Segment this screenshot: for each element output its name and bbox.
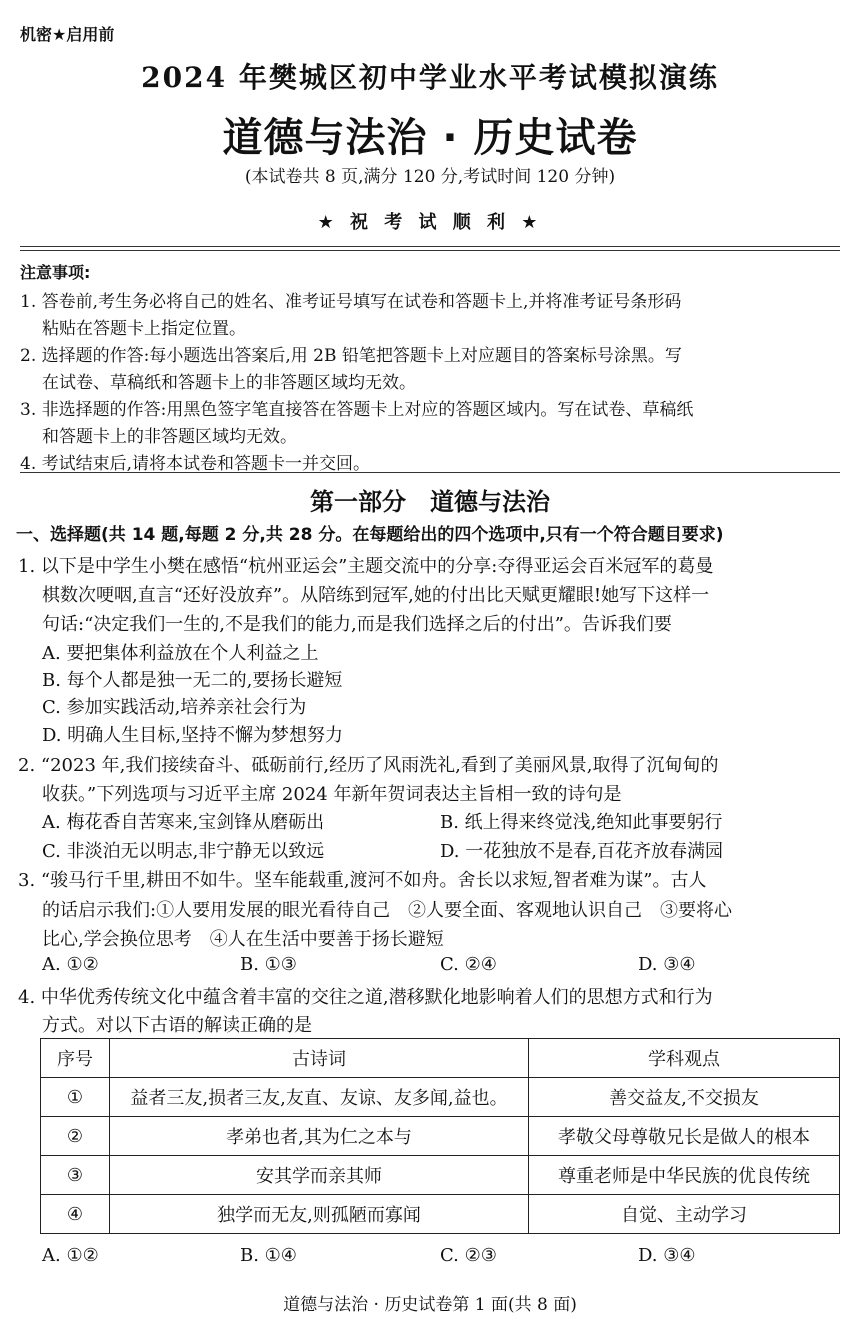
exam-title: 2024 年樊城区初中学业水平考试模拟演练 bbox=[141, 61, 719, 94]
question-1-text: 棋数次哽咽,直言“还好没放弃”。从陪练到冠军,她的付出比天赋更耀眼!她写下这样一 bbox=[42, 585, 710, 606]
table-cell: ① bbox=[41, 1078, 110, 1117]
table-row bbox=[41, 1195, 840, 1234]
table-row bbox=[41, 1117, 840, 1156]
option-b: B. ①④ bbox=[240, 1245, 297, 1266]
note-line: 和答题卡上的非答题区域均无效。 bbox=[42, 427, 297, 447]
option-c: C. 参加实践活动,培养亲社会行为 bbox=[42, 697, 307, 718]
option-b: B. 每个人都是独一无二的,要扬长避短 bbox=[42, 670, 343, 691]
question-4-text: 方式。对以下古语的解读正确的是 bbox=[42, 1015, 312, 1036]
option-b: B. ①③ bbox=[240, 954, 297, 975]
table-cell: 独学而无友,则孤陋而寡闻 bbox=[110, 1195, 529, 1234]
table-cell: ② bbox=[41, 1117, 110, 1156]
question-3-text: 3. “骏马行千里,耕田不如牛。坚车能载重,渡河不如舟。舍长以求短,智者难为谋”。古人 bbox=[18, 870, 707, 891]
question-3-text: 比心,学会换位思考 ④人在生活中要善于扬长避短 bbox=[42, 929, 444, 950]
note-line: 粘贴在答题卡上指定位置。 bbox=[42, 319, 246, 339]
paper-title: 道德与法治 · 历史试卷 bbox=[222, 115, 638, 161]
table-header-row bbox=[41, 1039, 840, 1078]
note-line: 3. 非选择题的作答:用黑色签字笔直接答在答题卡上对应的答题区域内。写在试卷、草稿纸 bbox=[20, 400, 694, 420]
confidential-label: 机密★启用前 bbox=[20, 25, 115, 44]
option-a: A. ①② bbox=[42, 1245, 99, 1266]
question-1-text: 1. 以下是中学生小樊在感悟“杭州亚运会”主题交流中的分享:夺得亚运会百米冠军的葛曼 bbox=[18, 556, 714, 577]
section-heading: 一、选择题(共 14 题,每题 2 分,共 28 分。在每题给出的四个选项中,只有一个符合题目要求) bbox=[16, 525, 724, 545]
divider bbox=[20, 246, 840, 247]
note-line: 4. 考试结束后,请将本试卷和答题卡一并交回。 bbox=[20, 454, 371, 474]
option-a: A. 要把集体利益放在个人利益之上 bbox=[42, 643, 319, 664]
part-title: 第一部分 道德与法治 bbox=[310, 488, 550, 516]
question-2-text: 2. “2023 年,我们接续奋斗、砥砺前行,经历了风雨洗礼,看到了美丽风景,取得了沉甸甸的 bbox=[18, 755, 719, 776]
page-footer: 道德与法治 · 历史试卷第 1 面(共 8 面) bbox=[283, 1295, 577, 1315]
divider bbox=[20, 472, 840, 473]
table-cell: 益者三友,损者三友,友直、友谅、友多闻,益也。 bbox=[110, 1078, 529, 1117]
option-d: D. 一花独放不是春,百花齐放春满园 bbox=[440, 841, 723, 862]
table-cell: 尊重老师是中华民族的优良传统 bbox=[529, 1156, 840, 1195]
table-row bbox=[41, 1156, 840, 1195]
option-a: A. ①② bbox=[42, 954, 99, 975]
table-cell: 孝敬父母尊敬兄长是做人的根本 bbox=[529, 1117, 840, 1156]
question-2-text: 收获。”下列选项与习近平主席 2024 年新年贺词表达主旨相一致的诗句是 bbox=[42, 784, 622, 805]
table-header-cell: 古诗词 bbox=[110, 1039, 529, 1078]
interpretation-table bbox=[40, 1038, 840, 1234]
table-cell: ④ bbox=[41, 1195, 110, 1234]
option-b: B. 纸上得来终觉浅,绝知此事要躬行 bbox=[440, 812, 723, 833]
option-d: D. 明确人生目标,坚持不懈为梦想努力 bbox=[42, 725, 343, 746]
note-line: 在试卷、草稿纸和答题卡上的非答题区域均无效。 bbox=[42, 373, 416, 393]
table-cell: 自觉、主动学习 bbox=[529, 1195, 840, 1234]
notes-title: 注意事项: bbox=[20, 263, 91, 282]
table-cell: 孝弟也者,其为仁之本与 bbox=[110, 1117, 529, 1156]
option-d: D. ③④ bbox=[638, 1245, 696, 1266]
option-a: A. 梅花香自苦寒来,宝剑锋从磨砺出 bbox=[42, 812, 325, 833]
table-cell: 善交益友,不交损友 bbox=[529, 1078, 840, 1117]
table-header-cell: 学科观点 bbox=[529, 1039, 840, 1078]
option-c: C. ②④ bbox=[440, 954, 497, 975]
question-3-text: 的话启示我们:①人要用发展的眼光看待自己 ②人要全面、客观地认识自己 ③要将心 bbox=[42, 900, 733, 921]
note-line: 1. 答卷前,考生务必将自己的姓名、准考证号填写在试卷和答题卡上,并将准考证号条形码 bbox=[20, 292, 682, 312]
paper-info: (本试卷共 8 页,满分 120 分,考试时间 120 分钟) bbox=[244, 167, 616, 187]
option-c: C. ②③ bbox=[440, 1245, 497, 1266]
question-1-text: 句话:“决定我们一生的,不是我们的能力,而是我们选择之后的付出”。告诉我们要 bbox=[42, 614, 672, 635]
table-row bbox=[41, 1078, 840, 1117]
option-d: D. ③④ bbox=[638, 954, 696, 975]
table-header-cell: 序号 bbox=[41, 1039, 110, 1078]
note-line: 2. 选择题的作答:每小题选出答案后,用 2B 铅笔把答题卡上对应题目的答案标号涂黑。写 bbox=[20, 346, 682, 366]
table-cell: ③ bbox=[41, 1156, 110, 1195]
question-4-text: 4. 中华优秀传统文化中蕴含着丰富的交往之道,潜移默化地影响着人们的思想方式和行为 bbox=[18, 987, 713, 1008]
option-c: C. 非淡泊无以明志,非宁静无以致远 bbox=[42, 841, 325, 862]
divider bbox=[20, 250, 840, 251]
good-luck-banner: ★ 祝 考 试 顺 利 ★ bbox=[317, 212, 543, 233]
table-cell: 安其学而亲其师 bbox=[110, 1156, 529, 1195]
